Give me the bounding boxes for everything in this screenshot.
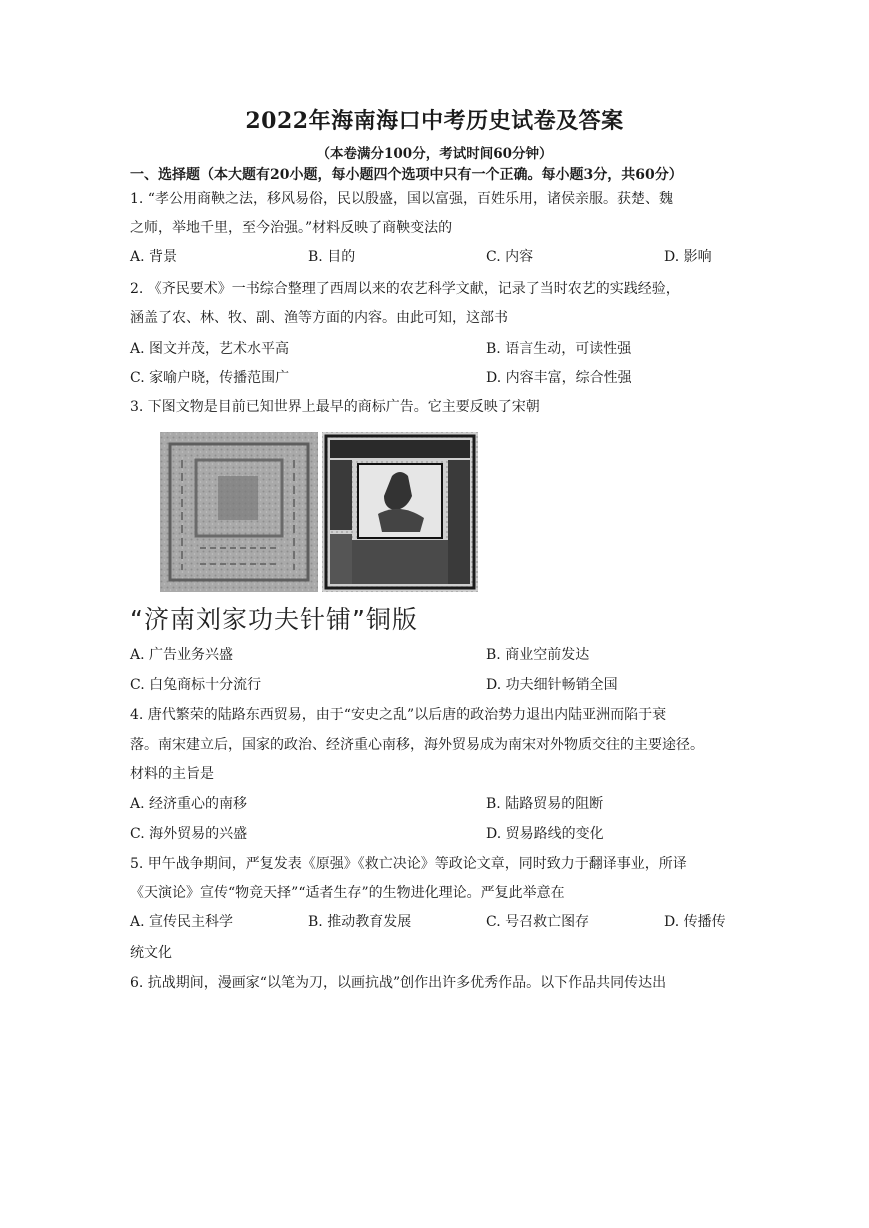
question-1-option-b: B. 目的 bbox=[308, 249, 356, 265]
question-4-line-1: 4. 唐代繁荣的陆路东西贸易，由于“安史之乱”以后唐的政治势力退出内陆亚洲而陷于衰 bbox=[130, 707, 667, 723]
question-2-line-2: 涵盖了农、林、牧、副、渔等方面的内容。由此可知，这部书 bbox=[130, 310, 508, 326]
question-1-option-c: C. 内容 bbox=[486, 249, 534, 265]
bronze-plate-print bbox=[322, 432, 478, 592]
question-5-line-2: 《天演论》宣传“物竞天择”“适者生存”的生物进化理论。严复此举意在 bbox=[130, 885, 565, 901]
question-2-option-b: B. 语言生动，可读性强 bbox=[486, 341, 632, 357]
bronze-plate-image bbox=[130, 430, 502, 600]
question-5-option-a: A. 宣传民主科学 bbox=[130, 914, 234, 930]
question-5-line-1: 5. 甲午战争期间，严复发表《原强》《救亡决论》等政论文章，同时致力于翻译事业，所译 bbox=[130, 856, 687, 872]
question-1-line-2: 之师，举地千里，至今治强。”材料反映了商鞅变法的 bbox=[130, 220, 453, 236]
question-1-option-d: D. 影响 bbox=[664, 249, 712, 265]
question-1-option-a: A. 背景 bbox=[130, 249, 178, 265]
question-5-option-d-continuation: 统文化 bbox=[130, 945, 172, 961]
question-4-line-3: 材料的主旨是 bbox=[130, 766, 214, 782]
question-6-line-1: 6. 抗战期间，漫画家“以笔为刀，以画抗战”创作出许多优秀作品。以下作品共同传达出 bbox=[130, 975, 667, 991]
question-5-option-b: B. 推动教育发展 bbox=[308, 914, 412, 930]
figure-caption: “济南刘家功夫针铺”铜版 bbox=[130, 605, 418, 634]
question-2-option-c: C. 家喻户晓，传播范围广 bbox=[130, 370, 290, 386]
question-3-option-b: B. 商业空前发达 bbox=[486, 647, 590, 663]
question-4-option-a: A. 经济重心的南移 bbox=[130, 796, 248, 812]
question-4-option-c: C. 海外贸易的兴盛 bbox=[130, 826, 248, 842]
question-5-option-d: D. 传播传 bbox=[664, 914, 726, 930]
page-title: 2022年海南海口中考历史试卷及答案 bbox=[245, 108, 624, 134]
question-2-line-1: 2. 《齐民要术》一书综合整理了西周以来的农艺科学文献，记录了当时农艺的实践经验， bbox=[130, 281, 680, 297]
page-subtitle: （本卷满分100分，考试时间60分钟） bbox=[316, 146, 553, 162]
question-3-option-a: A. 广告业务兴盛 bbox=[130, 647, 234, 663]
question-5-option-c: C. 号召救亡图存 bbox=[486, 914, 590, 930]
question-4-line-2: 落。南宋建立后，国家的政治、经济重心南移，海外贸易成为南宋对外物质交往的主要途径。 bbox=[130, 737, 704, 753]
section-heading: 一、选择题（本大题有20小题，每小题四个选项中只有一个正确。每小题3分，共60分） bbox=[130, 167, 683, 183]
bronze-plate-left bbox=[160, 432, 318, 592]
question-4-option-b: B. 陆路贸易的阻断 bbox=[486, 796, 604, 812]
question-4-option-d: D. 贸易路线的变化 bbox=[486, 826, 604, 842]
question-2-option-a: A. 图文并茂，艺术水平高 bbox=[130, 341, 290, 357]
question-2-option-d: D. 内容丰富，综合性强 bbox=[486, 370, 632, 386]
question-3-option-c: C. 白兔商标十分流行 bbox=[130, 677, 262, 693]
question-3-option-d: D. 功夫细针畅销全国 bbox=[486, 677, 618, 693]
question-3-line-1: 3. 下图文物是目前已知世界上最早的商标广告。它主要反映了宋朝 bbox=[130, 399, 540, 415]
question-1-line-1: 1. “孝公用商鞅之法，移风易俗，民以殷盛，国以富强，百姓乐用，诸侯亲服。获楚、魏 bbox=[130, 191, 673, 207]
